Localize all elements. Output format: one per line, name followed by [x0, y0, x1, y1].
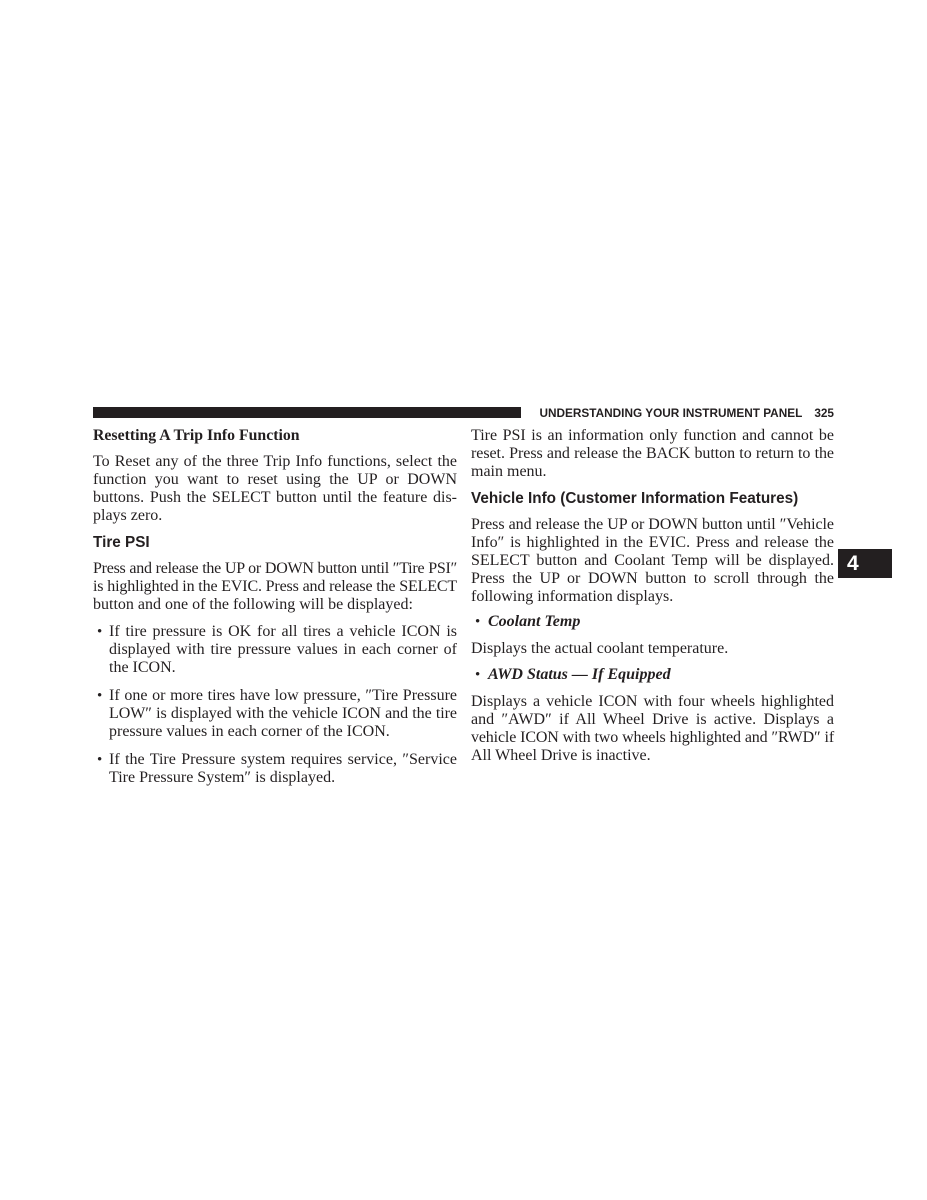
- coolant-temp-paragraph: [471, 640, 834, 658]
- bullet-glyph: •: [475, 667, 481, 683]
- chapter-tab: [838, 549, 892, 578]
- text-line: Displays the actual coolant temperature.: [471, 640, 729, 657]
- tire-psi-heading: Tire PSI: [93, 534, 150, 551]
- text-line: plays zero.: [93, 507, 163, 524]
- text-line: LOW″ is displayed with the vehicle ICON and the tire: [109, 705, 457, 722]
- awd-status-bullet: [471, 666, 834, 684]
- text-line: Displays a vehicle ICON with four wheels highlighted: [471, 693, 834, 710]
- text-line: pressure values in each corner of the ICON.: [109, 723, 390, 740]
- text-line: is highlighted in the EVIC. Press and release the SELECT: [93, 578, 457, 595]
- text-line: reset. Press and release the BACK button to return to the: [471, 445, 834, 462]
- tire-psi-bullet-low: [93, 687, 457, 741]
- bullet-glyph: •: [97, 688, 103, 704]
- bullet-glyph: •: [475, 614, 481, 630]
- vehicle-info-paragraph: [471, 516, 834, 606]
- tire-psi-note-paragraph: [471, 427, 834, 481]
- reset-trip-info-paragraph: [93, 453, 457, 525]
- tire-psi-paragraph: [93, 560, 457, 614]
- text-line: main menu.: [471, 463, 547, 480]
- text-line: To Reset any of the three Trip Info functions, select the: [93, 453, 457, 470]
- tire-psi-bullet-ok: [93, 623, 457, 677]
- coolant-temp-label: Coolant Temp: [488, 613, 581, 630]
- section-title: UNDERSTANDING YOUR INSTRUMENT PANEL: [539, 406, 803, 420]
- text-line: the ICON.: [109, 659, 176, 676]
- reset-trip-info-heading: Resetting A Trip Info Function: [93, 427, 300, 444]
- text-line: If the Tire Pressure system requires service, ″Service: [109, 751, 457, 768]
- text-line: Press the UP or DOWN button to scroll through the: [471, 570, 834, 587]
- text-line: following information displays.: [471, 588, 674, 605]
- text-line: Press and release the UP or DOWN button until ″Vehicle: [471, 516, 834, 533]
- text-line: Info″ is highlighted in the EVIC. Press and release the: [471, 534, 834, 551]
- tire-psi-bullet-service: [93, 751, 457, 787]
- text-line: If tire pressure is OK for all tires a vehicle ICON is: [109, 623, 457, 640]
- text-line: buttons. Push the SELECT button until the feature dis-: [93, 489, 457, 506]
- bullet-glyph: •: [97, 752, 103, 768]
- text-line: function you want to reset using the UP or DOWN: [93, 471, 457, 488]
- awd-status-paragraph: [471, 693, 834, 765]
- text-line: Press and release the UP or DOWN button until ″Tire PSI″: [93, 560, 457, 577]
- text-line: Tire PSI is an information only function and cannot be: [471, 427, 834, 444]
- text-line: displayed with tire pressure values in each corner of: [109, 641, 457, 658]
- text-line: If one or more tires have low pressure, ″Tire Pressure: [109, 687, 457, 704]
- text-line: SELECT button and Coolant Temp will be displayed.: [471, 552, 834, 569]
- text-line: button and one of the following will be displayed:: [93, 596, 413, 613]
- text-line: and ″AWD″ if All Wheel Drive is active. Displays a: [471, 711, 834, 728]
- bullet-glyph: •: [97, 624, 103, 640]
- header-rule: [93, 407, 521, 418]
- running-header: [539, 404, 834, 422]
- vehicle-info-heading: Vehicle Info (Customer Information Features): [471, 490, 799, 507]
- chapter-number: 4: [847, 552, 859, 575]
- coolant-temp-bullet: [471, 613, 834, 631]
- text-line: Tire Pressure System″ is displayed.: [109, 769, 336, 786]
- page-number: 325: [814, 406, 834, 420]
- awd-status-label: AWD Status — If Equipped: [488, 666, 671, 683]
- text-line: All Wheel Drive is inactive.: [471, 747, 651, 764]
- text-line: vehicle ICON with two wheels highlighted and ″RWD″ if: [471, 729, 834, 746]
